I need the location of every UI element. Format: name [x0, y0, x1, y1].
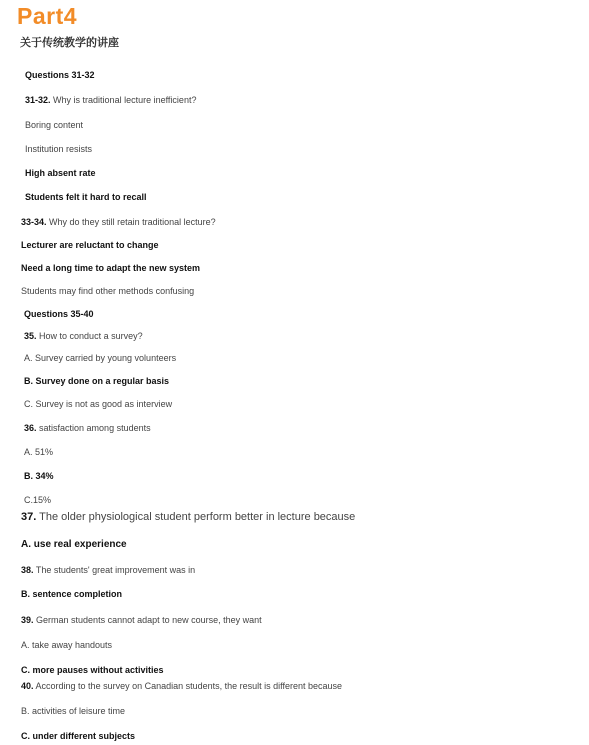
question-text: Why is traditional lecture inefficient? — [53, 95, 197, 105]
answer-option-correct: C. more pauses without activities — [21, 665, 164, 675]
question-number: 39. — [21, 615, 34, 625]
question-text: According to the survey on Canadian students, the result is different because — [35, 681, 343, 691]
question-37 — [21, 512, 355, 523]
answer-option: A. Survey carried by young volunteers — [24, 353, 177, 363]
question-35 — [24, 332, 143, 341]
answer-option-correct: High absent rate — [25, 168, 96, 178]
answer-option-correct: Need a long time to adapt the new system — [21, 263, 201, 273]
question-33-34 — [21, 218, 216, 227]
question-number: 33-34. — [21, 217, 47, 227]
answer-option: C. Survey is not as good as interview — [24, 399, 173, 409]
question-number: 36. — [24, 423, 37, 433]
question-number: 31-32. — [25, 95, 51, 105]
question-number: 40. — [21, 681, 34, 691]
answer-option-correct: B. sentence completion — [21, 589, 123, 599]
question-39 — [21, 616, 262, 625]
question-text: satisfaction among students — [39, 423, 151, 433]
page-subtitle: 关于传统教学的讲座 — [20, 37, 119, 49]
question-36 — [24, 424, 151, 433]
answer-option: Boring content — [25, 120, 84, 130]
question-text: Why do they still retain traditional lecture? — [49, 217, 216, 227]
question-text: How to conduct a survey? — [39, 331, 143, 341]
answer-option-correct: C. under different subjects — [21, 731, 136, 741]
answer-option: Institution resists — [25, 144, 93, 154]
question-40 — [21, 682, 342, 691]
question-text: German students cannot adapt to new course, they want — [36, 615, 262, 625]
answer-option: A. 51% — [24, 447, 54, 457]
question-38 — [21, 566, 195, 575]
question-text: The older physiological student perform better in lecture because — [39, 511, 356, 523]
question-number: 38. — [21, 565, 34, 575]
answer-option: B. activities of leisure time — [21, 706, 126, 716]
answer-option-correct: B. Survey done on a regular basis — [24, 376, 170, 386]
page-title: Part4 — [17, 3, 78, 29]
answer-option: C.15% — [24, 495, 52, 505]
section-heading-31-32: Questions 31-32 — [25, 70, 95, 80]
answer-option-correct: A. use real experience — [21, 539, 127, 550]
answer-option-correct: Lecturer are reluctant to change — [21, 240, 159, 250]
answer-option-correct: B. 34% — [24, 471, 54, 481]
answer-option-correct: Students felt it hard to recall — [25, 192, 147, 202]
answer-option: Students may find other methods confusing — [21, 286, 195, 296]
question-text: The students' great improvement was in — [35, 565, 196, 575]
question-number: 37. — [21, 511, 37, 523]
question-31-32 — [25, 96, 196, 105]
question-number: 35. — [24, 331, 37, 341]
answer-option: A. take away handouts — [21, 640, 113, 650]
section-heading-35-40: Questions 35-40 — [24, 309, 94, 319]
